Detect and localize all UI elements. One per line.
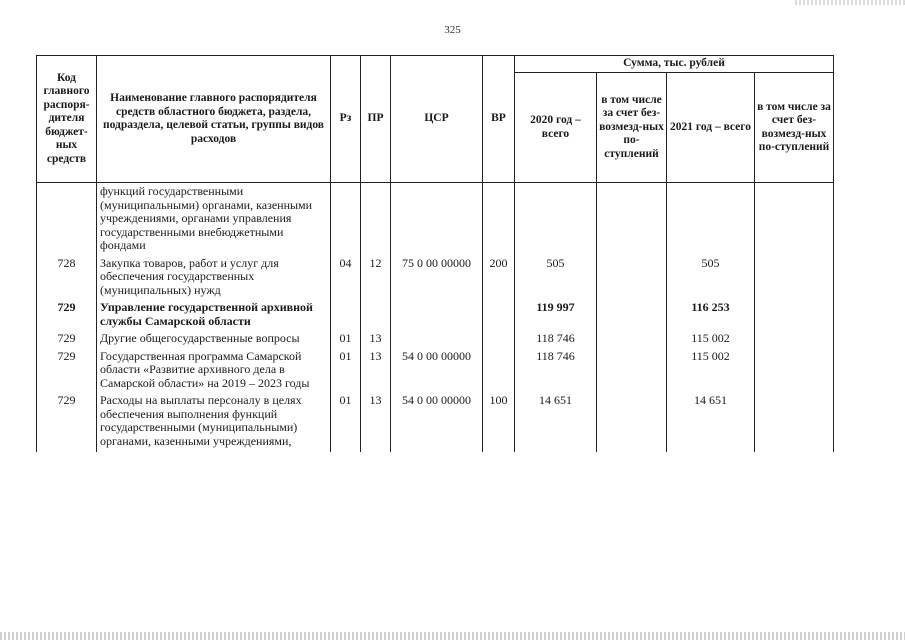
cell-b2020 [597, 394, 667, 452]
cell-pr [361, 301, 391, 332]
page-number: 325 [444, 24, 461, 36]
table-row [37, 257, 834, 302]
header-2020-total: 2020 год – всего [515, 73, 597, 183]
cell-b2021 [755, 394, 834, 452]
header-rz: Рз [331, 56, 361, 183]
cell-csr: 54 0 00 00000 [391, 394, 483, 452]
scan-artifact-bottom [0, 632, 905, 640]
cell-code: 729 [37, 350, 97, 395]
cell-csr [391, 301, 483, 332]
cell-v2020 [515, 183, 597, 257]
cell-rz: 01 [331, 350, 361, 395]
cell-pr: 13 [361, 332, 391, 350]
cell-name: Закупка товаров, работ и услуг для обеспечения государственных (муниципальных) нужд [97, 257, 331, 302]
cell-v2021: 14 651 [667, 394, 755, 452]
cell-rz: 01 [331, 332, 361, 350]
cell-b2020 [597, 350, 667, 395]
cell-code: 729 [37, 301, 97, 332]
header-sum: Сумма, тыс. рублей [515, 56, 834, 73]
cell-b2021 [755, 350, 834, 395]
cell-vr [483, 332, 515, 350]
cell-rz: 01 [331, 394, 361, 452]
cell-v2021: 115 002 [667, 332, 755, 350]
cell-pr: 12 [361, 257, 391, 302]
cell-b2020 [597, 257, 667, 302]
cell-csr [391, 332, 483, 350]
cell-name: Управление государственной архивной службы Самарской области [97, 301, 331, 332]
cell-b2020 [597, 332, 667, 350]
cell-name: Государственная программа Самарской области «Развитие архивного дела в Самарской области» на 2019 – 2023 годы [97, 350, 331, 395]
cell-b2021 [755, 332, 834, 350]
cell-vr [483, 183, 515, 257]
cell-code: 729 [37, 332, 97, 350]
cell-b2020 [597, 183, 667, 257]
cell-rz [331, 301, 361, 332]
scan-artifact-top [795, 0, 905, 5]
cell-pr: 13 [361, 394, 391, 452]
cell-b2020 [597, 301, 667, 332]
cell-v2020: 119 997 [515, 301, 597, 332]
cell-v2021: 505 [667, 257, 755, 302]
cell-name: Другие общегосударственные вопросы [97, 332, 331, 350]
table-row [37, 332, 834, 350]
cell-v2020: 14 651 [515, 394, 597, 452]
header-code: Код главного распоря-дителя бюджет-ных средств [37, 56, 97, 183]
table-row [37, 394, 834, 452]
cell-csr: 54 0 00 00000 [391, 350, 483, 395]
cell-v2021: 116 253 [667, 301, 755, 332]
cell-b2021 [755, 183, 834, 257]
header-csr: ЦСР [391, 56, 483, 183]
table-row [37, 350, 834, 395]
cell-pr: 13 [361, 350, 391, 395]
cell-v2021: 115 002 [667, 350, 755, 395]
header-2020-grants: в том числе за счет без-возмезд-ных по-ступлений [597, 73, 667, 183]
cell-rz: 04 [331, 257, 361, 302]
cell-b2021 [755, 301, 834, 332]
header-name: Наименование главного распорядителя средств областного бюджета, раздела, подраздела, целевой статьи, группы видов расходов [97, 56, 331, 183]
cell-vr [483, 301, 515, 332]
header-pr: ПР [361, 56, 391, 183]
cell-code [37, 183, 97, 257]
header-2021-total: 2021 год – всего [667, 73, 755, 183]
cell-name: Расходы на выплаты персоналу в целях обеспечения выполнения функций государственными (муниципальными) органами, казенными учреждениями, [97, 394, 331, 452]
cell-v2020: 505 [515, 257, 597, 302]
table-row [37, 301, 834, 332]
table-row [37, 183, 834, 257]
cell-b2021 [755, 257, 834, 302]
budget-table [36, 55, 834, 452]
cell-rz [331, 183, 361, 257]
cell-code: 728 [37, 257, 97, 302]
cell-vr [483, 350, 515, 395]
cell-pr [361, 183, 391, 257]
cell-v2021 [667, 183, 755, 257]
cell-csr: 75 0 00 00000 [391, 257, 483, 302]
cell-v2020: 118 746 [515, 332, 597, 350]
cell-vr: 200 [483, 257, 515, 302]
cell-vr: 100 [483, 394, 515, 452]
cell-code: 729 [37, 394, 97, 452]
cell-v2020: 118 746 [515, 350, 597, 395]
header-vr: ВР [483, 56, 515, 183]
cell-csr [391, 183, 483, 257]
header-2021-grants: в том числе за счет без-возмезд-ных по-ступлений [755, 73, 834, 183]
cell-name: функций государственными (муниципальными) органами, казенными учреждениями, органами управления государственными внебюджетными фондами [97, 183, 331, 257]
